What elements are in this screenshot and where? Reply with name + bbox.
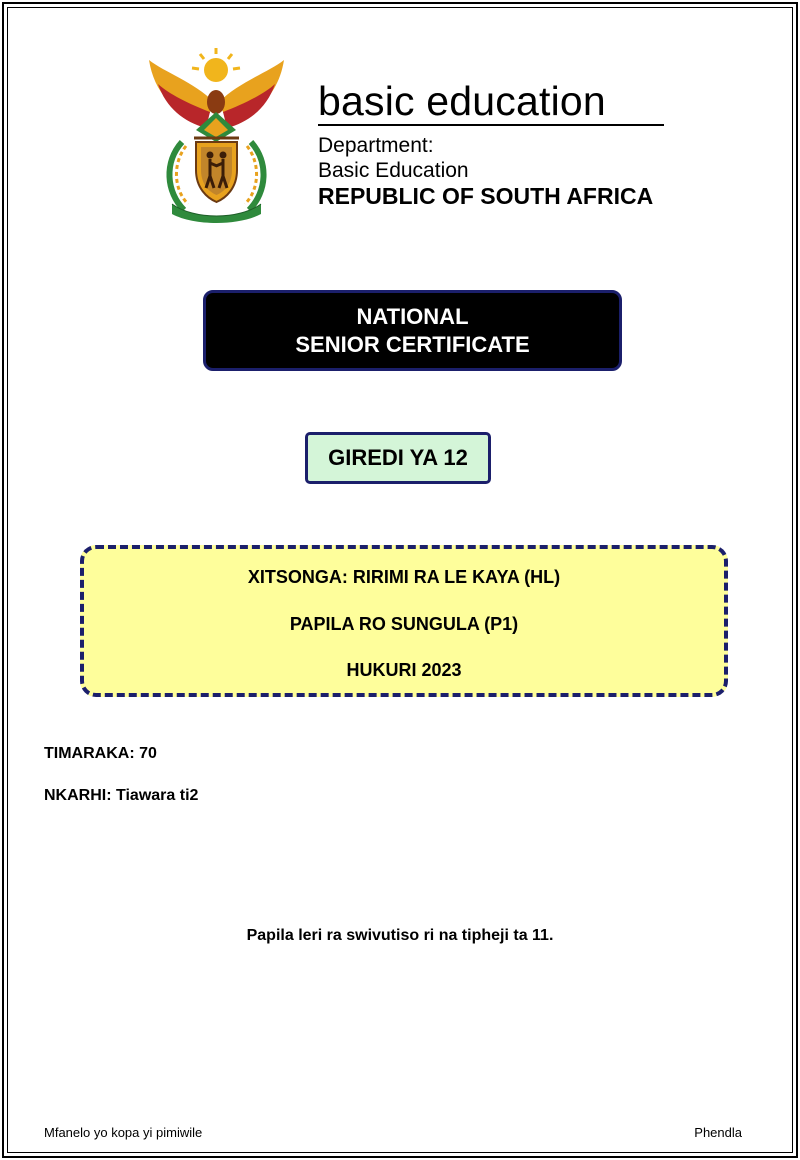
turn-over-label: Phendla (694, 1125, 742, 1140)
department-label: Department: (318, 134, 434, 157)
department-name: Basic Education (318, 159, 469, 182)
marks-label: TIMARAKA: 70 (44, 745, 157, 762)
country-name: REPUBLIC OF SOUTH AFRICA (318, 183, 654, 209)
copyright-notice: Mfanelo yo kopa yi pimiwile (44, 1125, 203, 1140)
south-africa-coat-of-arms-icon (144, 42, 289, 224)
subject-title: XITSONGA: RIRIMI RA LE KAYA (HL) (247, 567, 561, 587)
page-count-note: Papila leri ra swivutiso ri na tipheji ta 11. (246, 927, 554, 944)
paper-name: PAPILA RO SUNGULA (P1) (289, 614, 519, 634)
brand-divider (318, 124, 664, 126)
certificate-box (203, 290, 622, 371)
time-label: NKARHI: Tiawara ti2 (44, 787, 199, 804)
certificate-line-2: SENIOR CERTIFICATE (295, 332, 530, 357)
grade-badge: GIREDI YA 12 (305, 432, 491, 484)
exam-session: HUKURI 2023 (346, 660, 462, 680)
certificate-line-1: NATIONAL (356, 304, 469, 329)
brand-title: basic education (318, 78, 606, 124)
